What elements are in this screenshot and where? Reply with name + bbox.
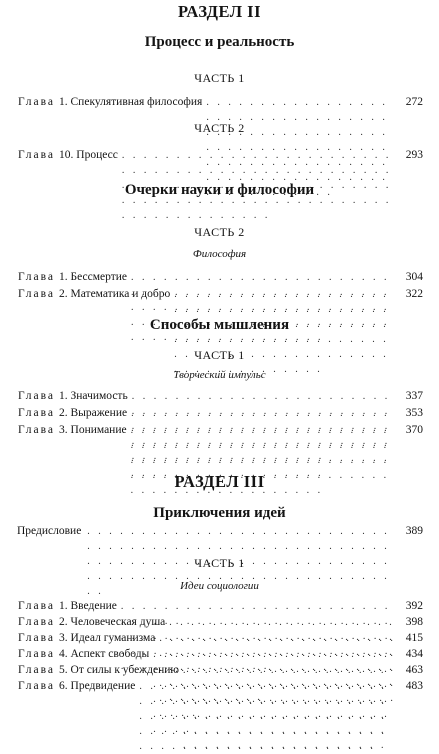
chapter-title: 1. Спекулятивная философия <box>59 96 203 108</box>
toc-entry <box>18 423 423 438</box>
section-heading: РАЗДЕЛ II <box>177 2 262 21</box>
chapter-title: 10. Процесс <box>59 149 118 161</box>
page-number: 483 <box>405 680 423 692</box>
chapter-word: Глава <box>18 424 56 436</box>
toc-entry <box>18 389 423 404</box>
chapter-word: Глава <box>18 149 56 161</box>
part-subtitle: Философия <box>192 248 247 260</box>
section-heading: РАЗДЕЛ III <box>174 472 265 491</box>
chapter-word: Глава <box>18 390 56 402</box>
page-number: 392 <box>405 600 423 612</box>
book-title: Способы мышления <box>149 317 290 333</box>
toc-entry <box>18 599 423 614</box>
part-label: ЧАСТЬ 1 <box>194 71 245 85</box>
preface-title: Предисловие <box>17 525 82 537</box>
page-number: 389 <box>405 525 423 537</box>
chapter-title: 5. От силы к убеждению <box>59 664 179 676</box>
page-number: 434 <box>405 648 423 660</box>
chapter-title: 2. Человеческая душа <box>59 616 166 628</box>
toc-entry <box>18 148 423 163</box>
chapter-title: 6. Предвидение <box>59 680 136 692</box>
part-label: ЧАСТЬ 1 <box>194 348 245 362</box>
chapter-title: 1. Значимость <box>59 390 128 402</box>
page-number: 293 <box>405 149 423 161</box>
chapter-title: 3. Идеал гуманизма <box>59 632 156 644</box>
page-number: 337 <box>405 390 423 402</box>
toc-entry <box>18 679 423 694</box>
chapter-word: Глава <box>18 271 56 283</box>
book-title: Процесс и реальность <box>144 34 295 50</box>
chapter-word: Глава <box>18 680 56 692</box>
part-label: ЧАСТЬ 1 <box>194 556 245 570</box>
page-number: 272 <box>405 96 423 108</box>
dot-leader <box>139 679 397 754</box>
page-number: 353 <box>405 407 423 419</box>
chapter-word: Глава <box>18 96 56 108</box>
chapter-word: Глава <box>18 616 56 628</box>
toc-entry <box>18 647 423 662</box>
chapter-title: 2. Выражение <box>59 407 128 419</box>
part-label: ЧАСТЬ 2 <box>194 225 245 239</box>
chapter-word: Глава <box>18 600 56 612</box>
chapter-title: 4. Аспект свободы <box>59 648 150 660</box>
toc-entry <box>18 615 423 630</box>
page-number: 463 <box>405 664 423 676</box>
page-number: 398 <box>405 616 423 628</box>
toc-entry <box>18 406 423 421</box>
part-subtitle: Идеи социологии <box>180 580 259 592</box>
chapter-title: 2. Математика и добро <box>59 288 171 300</box>
chapter-word: Глава <box>18 288 56 300</box>
toc-entry <box>18 663 423 678</box>
book-title: Приключения идей <box>153 505 286 521</box>
chapter-title: 1. Бессмертие <box>59 271 127 283</box>
chapter-word: Глава <box>18 648 56 660</box>
toc-entry-preface <box>17 524 423 539</box>
toc-entry <box>18 95 423 110</box>
chapter-title: 3. Понимание <box>59 424 127 436</box>
toc-entry <box>18 287 423 302</box>
toc-entry <box>18 631 423 646</box>
page-number: 322 <box>405 288 423 300</box>
chapter-word: Глава <box>18 664 56 676</box>
page-number: 370 <box>405 424 423 436</box>
chapter-title: 1. Введение <box>59 600 117 612</box>
chapter-word: Глава <box>18 632 56 644</box>
part-label: ЧАСТЬ 2 <box>194 121 245 135</box>
page-number: 415 <box>405 632 423 644</box>
book-title: Очерки науки и философии <box>124 182 315 198</box>
page-number: 304 <box>405 271 423 283</box>
toc-entry <box>18 270 423 285</box>
part-subtitle: Творческий импульс <box>173 369 266 381</box>
chapter-word: Глава <box>18 407 56 419</box>
